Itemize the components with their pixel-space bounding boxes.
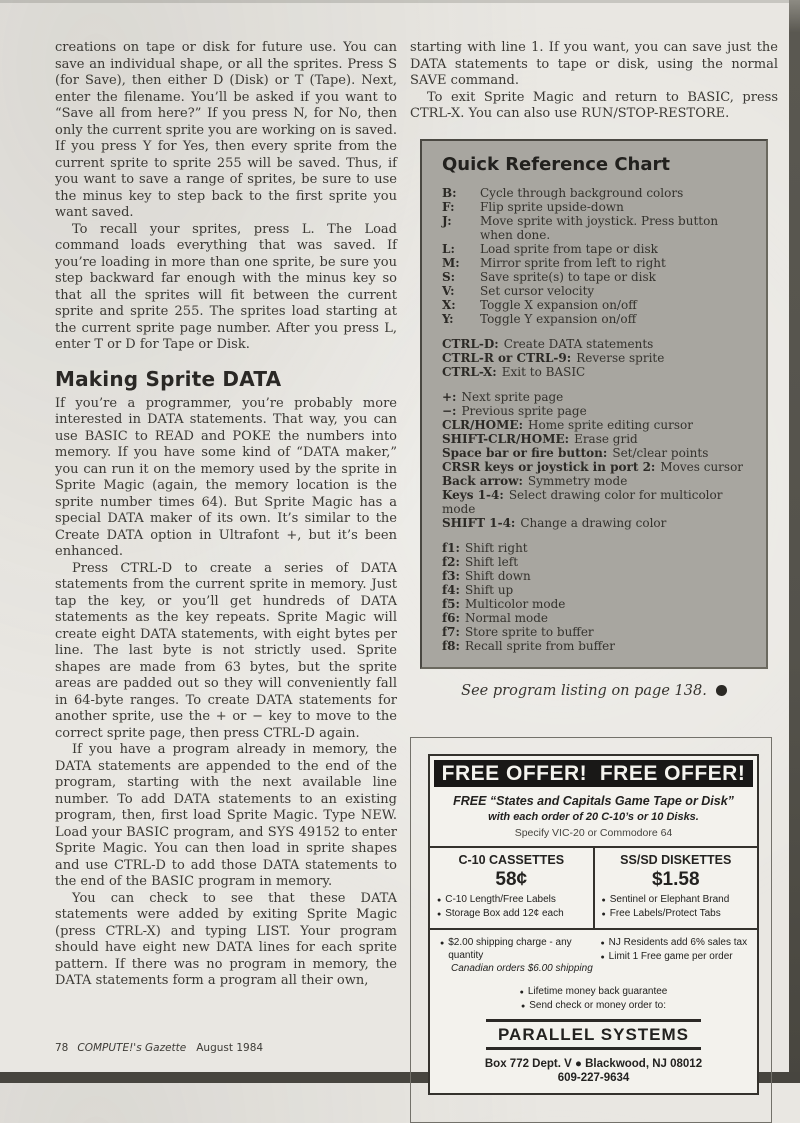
- bullet-text: Lifetime money back guarantee: [527, 985, 668, 997]
- left-column: [55, 40, 397, 990]
- shipping-info: [430, 928, 757, 980]
- key-description: Load sprite from tape or disk: [480, 241, 658, 256]
- guarantee-bullet: [521, 999, 666, 1013]
- single-key-list: [442, 186, 750, 326]
- bullet-icon: [520, 985, 524, 999]
- key-description: Shift up: [464, 582, 514, 597]
- key-description: Set cursor velocity: [480, 283, 595, 298]
- key-line: [442, 432, 750, 446]
- quick-reference-chart: [420, 139, 768, 669]
- key-label: B:: [442, 185, 457, 200]
- company-address: Box 772 Dept. V ● Blackwood, NJ 08012: [484, 1057, 703, 1070]
- key-description: Next sprite page: [461, 389, 564, 404]
- key-label: S:: [442, 269, 456, 284]
- key-line: [442, 555, 750, 569]
- key-line: [442, 390, 750, 404]
- shipping-right: [600, 936, 749, 975]
- scan-edge-right: [789, 0, 800, 1083]
- ad-outer-border: [410, 737, 772, 1123]
- key-label: f1:: [442, 540, 460, 555]
- key-label: Keys 1-4:: [442, 487, 504, 502]
- key-label: f3:: [442, 568, 460, 583]
- product-bullet: [437, 907, 586, 921]
- ad-headline: FREE OFFER! FREE OFFER!: [434, 760, 753, 787]
- key-label: SHIFT 1-4:: [442, 515, 516, 530]
- ctrl-key-list: [442, 337, 750, 379]
- key-label: Y:: [442, 311, 454, 326]
- key-line: [442, 625, 750, 639]
- paragraph: starting with line 1. If you want, you can save just the DATA statements to tape or disk, using the normal SAVE command.: [410, 40, 778, 88]
- bullet-icon: [602, 907, 606, 921]
- key-description: Cycle through background colors: [480, 185, 684, 200]
- key-description: Shift left: [464, 554, 519, 569]
- paragraph: To recall your sprites, press L. The Load command loads everything that was saved. If you’re loading in more than one sprite, be sure you step backward far enough with the minus key so that all the sprites will fit between the current sprite and sprite 255. The sprites load starting at the current sprite page number. After you press L, enter T or D for Tape or Disk.: [55, 221, 397, 352]
- key-description: Shift right: [464, 540, 528, 555]
- key-description: Symmetry mode: [527, 473, 628, 488]
- page-number: 78: [55, 1042, 69, 1054]
- product-bullet: [437, 893, 586, 907]
- key-description: Flip sprite upside-down: [480, 199, 624, 214]
- key-description: Multicolor mode: [464, 596, 566, 611]
- key-description: Toggle X expansion on/off: [480, 297, 637, 312]
- see-listing-text: See program listing on page 138.: [461, 682, 707, 699]
- product-columns: [430, 846, 757, 928]
- key-label: f2:: [442, 554, 460, 569]
- scan-edge-top: [0, 0, 800, 3]
- key-description: Previous sprite page: [461, 403, 587, 418]
- key-line: [442, 597, 750, 611]
- paragraph: You can check to see that these DATA statements were added by exiting Sprite Magic (press CTRL-X) and typing LIST. Your program should have eight new DATA lines for each sprite pattern. If there was no program in memory, the DATA statements form a program all their own,: [55, 890, 397, 988]
- key-row: [442, 214, 750, 242]
- bullet-icon: [521, 999, 525, 1013]
- issue-date: August 1984: [196, 1042, 264, 1054]
- key-description: Normal mode: [464, 610, 548, 625]
- key-line: [442, 541, 750, 555]
- product-bullet: [602, 907, 751, 921]
- key-label: J:: [442, 213, 452, 228]
- company-name-wrap: [430, 1019, 757, 1050]
- product-price: $1.58: [651, 868, 700, 890]
- key-label: M:: [442, 255, 460, 270]
- paragraph: If you have a program already in memory, the DATA statements are appended to the end of the program, starting with the next available line number. To add DATA statements to an existing program, then, first load Sprite Magic. Type NEW. Load your BASIC program, and SYS 49152 to enter Sprite Magic. You can then load in sprite shapes and use CTRL-D to add those DATA statements to the end of the BASIC program in memory.: [55, 742, 397, 889]
- key-line: [442, 404, 750, 418]
- key-description: Reverse sprite: [576, 350, 665, 365]
- key-description: Create DATA statements: [503, 336, 654, 351]
- key-label: −:: [442, 403, 457, 418]
- bullet-icon: [437, 893, 441, 907]
- key-description: Home sprite editing cursor: [528, 417, 693, 432]
- key-row: [442, 186, 750, 200]
- key-description: Store sprite to buffer: [464, 624, 594, 639]
- key-description: Erase grid: [574, 431, 638, 446]
- key-label: Back arrow:: [442, 473, 523, 488]
- canadian-orders-note: Canadian orders $6.00 shipping: [451, 962, 593, 974]
- key-line: [442, 583, 750, 597]
- key-label: f6:: [442, 610, 460, 625]
- product-name: C-10 CASSETTES: [458, 852, 565, 867]
- key-label: f4:: [442, 582, 460, 597]
- paragraph: If you’re a programmer, you’re probably more interested in DATA statements. That way, you can use BASIC to READ and POKE the numbers into memory. If you have some kind of “DATA maker,” you can run it on the memory used by the sprite in Sprite Magic (again, the memory location is the sprite number times 64). But Sprite Magic has a special DATA maker of its own. It’s similar to the Create DATA option in Ultrafont +, but it’s been enhanced.: [55, 395, 397, 559]
- bullet-text: C-10 Length/Free Labels: [445, 893, 556, 905]
- see-listing-note: [410, 681, 778, 701]
- key-row: [442, 284, 750, 298]
- bullet-icon: [600, 950, 604, 964]
- key-label: CTRL-R or CTRL-9:: [442, 350, 572, 365]
- guarantee-bullet: [520, 985, 668, 999]
- ad-offer-line: FREE “States and Capitals Game Tape or Disk”: [453, 793, 734, 808]
- key-label: V:: [442, 283, 455, 298]
- bullet-text: Send check or money order to:: [529, 999, 666, 1011]
- magazine-name: COMPUTE!'s Gazette: [77, 1042, 187, 1054]
- paragraph: Press CTRL-D to create a series of DATA statements from the current sprite in memory. Just tap the key, or you’ll get hundreds of DATA statements as the key repeats. Sprite Magic will create eight DATA statements, with eight bytes per line. The last byte is not strictly used. Sprite shapes are made from 63 bytes, but the sprite areas are padded out so they will conveniently fall in 64-byte ranges. To create DATA statements for another sprite, use the + or − key to move to the correct sprite page, then press CTRL-D again.: [55, 560, 397, 741]
- key-label: CTRL-X:: [442, 364, 497, 379]
- key-row: [442, 298, 750, 312]
- key-line: [442, 569, 750, 583]
- shipping-bullet: [440, 936, 600, 962]
- paragraph: To exit Sprite Magic and return to BASIC, press CTRL-X. You can also use RUN/STOP-RESTORE.: [410, 89, 778, 121]
- key-description: Exit to BASIC: [501, 364, 586, 379]
- key-description: Shift down: [464, 568, 531, 583]
- bullet-icon: [440, 936, 444, 950]
- key-description: Move sprite with joystick. Press button when done.: [480, 213, 719, 242]
- shipping-bullet: [600, 936, 749, 950]
- bullet-icon: [602, 893, 606, 907]
- key-description: Toggle Y expansion on/off: [480, 311, 637, 326]
- key-line: [442, 474, 750, 488]
- company-phone: 609-227-9634: [557, 1071, 630, 1084]
- key-row: [442, 200, 750, 214]
- key-line: [442, 611, 750, 625]
- key-line: [442, 418, 750, 432]
- function-key-list: [442, 541, 750, 653]
- advertisement: [428, 754, 759, 1095]
- key-description: Mirror sprite from left to right: [480, 255, 666, 270]
- end-of-article-icon: [716, 685, 727, 696]
- key-label: f8:: [442, 638, 460, 653]
- key-description: Change a drawing color: [520, 515, 667, 530]
- bullet-text: Storage Box add 12¢ each: [445, 907, 564, 919]
- ad-offer-condition: with each order of 20 C-10’s or 10 Disks.: [488, 810, 699, 823]
- special-key-list: [442, 390, 750, 530]
- key-line: [442, 460, 750, 474]
- key-row: [442, 242, 750, 256]
- key-line: [442, 488, 750, 516]
- key-label: +:: [442, 389, 457, 404]
- key-row: [442, 270, 750, 284]
- key-line: [442, 337, 750, 351]
- page-footer: [55, 1042, 263, 1054]
- bullet-text: Free Labels/Protect Tabs: [609, 907, 721, 919]
- shipping-left: [440, 936, 600, 975]
- paragraph: creations on tape or disk for future use. You can save an individual shape, or all the sprites. Press S (for Save), then either D (Disk) or T (Tape). Next, enter the filename. You’ll be asked if you want to “Save all from here?” If you press N, for No, then only the current sprite you are working on is saved. If you press Y for Yes, then every sprite from the current sprite to sprite 255 will be saved. Thus, if you want to save a range of sprites, be sure to use the minus key to step back to the first sprite you want saved.: [55, 40, 397, 220]
- key-line: [442, 351, 750, 365]
- key-label: Space bar or fire button:: [442, 445, 608, 460]
- key-label: f7:: [442, 624, 460, 639]
- product-price: 58¢: [495, 868, 528, 890]
- key-description: Set/clear points: [612, 445, 709, 460]
- key-row: [442, 312, 750, 326]
- key-label: SHIFT-CLR/HOME:: [442, 431, 570, 446]
- chart-title: Quick Reference Chart: [442, 153, 670, 175]
- key-label: L:: [442, 241, 455, 256]
- key-description: Moves cursor: [660, 459, 744, 474]
- key-label: X:: [442, 297, 456, 312]
- product-diskettes: [595, 848, 758, 928]
- key-label: CLR/HOME:: [442, 417, 523, 432]
- bullet-icon: [600, 936, 604, 950]
- key-line: [442, 446, 750, 460]
- guarantee-lines: [430, 985, 757, 1013]
- ad-specify-line: Specify VIC-20 or Commodore 64: [514, 826, 673, 839]
- product-bullet: [602, 893, 751, 907]
- key-label: f5:: [442, 596, 460, 611]
- key-line: [442, 516, 750, 530]
- key-label: CRSR keys or joystick in port 2:: [442, 459, 656, 474]
- key-row: [442, 256, 750, 270]
- right-column: [410, 40, 778, 1123]
- key-label: F:: [442, 199, 455, 214]
- key-description: Recall sprite from buffer: [464, 638, 615, 653]
- bullet-text: $2.00 shipping charge - any quantity: [448, 936, 572, 961]
- company-name: PARALLEL SYSTEMS: [486, 1019, 701, 1050]
- product-name: SS/SD DISKETTES: [620, 852, 732, 867]
- bullet-icon: [437, 907, 441, 921]
- bullet-text: NJ Residents add 6% sales tax: [608, 936, 748, 948]
- key-line: [442, 639, 750, 653]
- product-cassettes: [430, 848, 595, 928]
- key-label: CTRL-D:: [442, 336, 499, 351]
- key-description: Select drawing color for multicolor mode: [442, 487, 723, 516]
- bullet-text: Limit 1 Free game per order: [608, 950, 733, 962]
- key-line: [442, 365, 750, 379]
- section-heading: Making Sprite DATA: [55, 366, 282, 391]
- key-description: Save sprite(s) to tape or disk: [480, 269, 656, 284]
- bullet-text: Sentinel or Elephant Brand: [609, 893, 730, 905]
- shipping-bullet: [600, 950, 749, 964]
